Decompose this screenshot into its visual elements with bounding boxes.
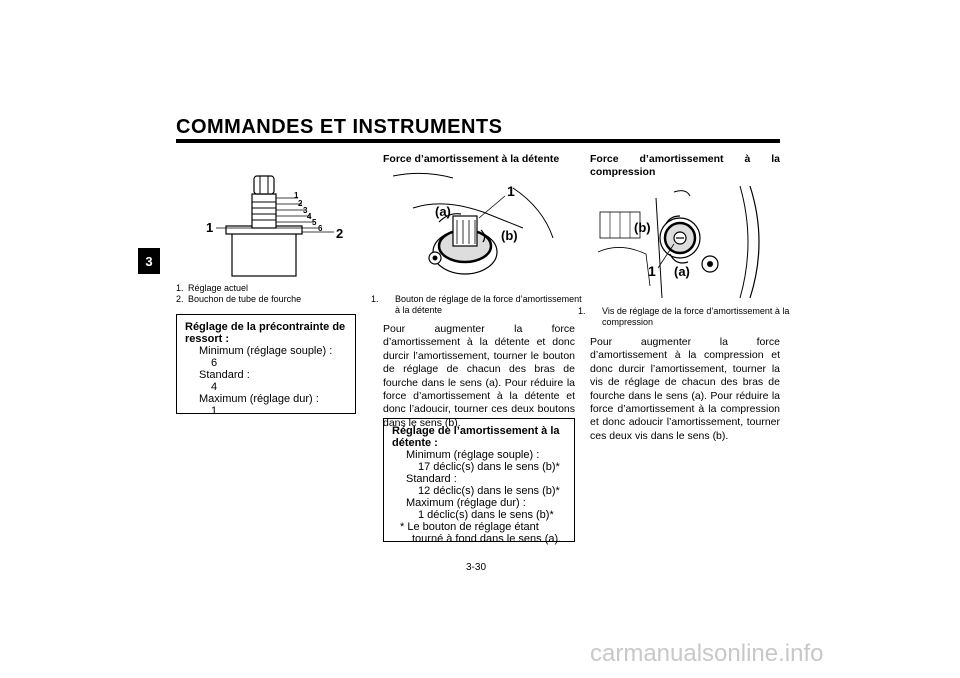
rebound-paragraph: Pour augmenter la force d’amortissement à la détente et donc durcir l’amortissement, tourner le bouton de réglage de chacun des bras de fourche dans le sens (a). Pour réduire la force d’amortissement à la détente et donc l’adoucir, tourner ces deux boutons dans le sens (b). [383, 323, 575, 429]
spec-min-value: 17 déclic(s) dans le sens (b)* [418, 461, 560, 473]
callout-1: 1 [206, 220, 214, 235]
spring-preload-spec-box [176, 314, 356, 417]
caption-item: 2. Bouchon de tube de fourche [176, 294, 302, 304]
rebound-heading: Force d’amortissement à la détente [383, 153, 560, 165]
scale-label: 5 [312, 218, 317, 227]
rebound-spec-box [383, 418, 575, 545]
direction-b-label: (b) [501, 228, 518, 243]
caption-item: 1. Réglage actuel [176, 283, 249, 293]
direction-a-label: (a) [435, 204, 451, 219]
scale-label: 1 [294, 191, 299, 200]
compression-adjuster-illustration [590, 182, 780, 300]
spec-title: Réglage de la précontrainte de ressort : [185, 321, 346, 345]
scale-label: 6 [318, 224, 323, 233]
spec-max-label: Maximum (réglage dur) : [199, 393, 319, 405]
section-tab: 3 [138, 248, 160, 274]
direction-a-label: (a) [674, 264, 690, 279]
spec-min-label: Minimum (réglage souple) : [199, 345, 333, 357]
title-rule [176, 139, 780, 143]
callout-1: 1 [507, 183, 515, 199]
watermark: carmanualsonline.info [590, 640, 824, 667]
compression-paragraph: Pour augmenter la force d’amortissement à la compression et donc durcir l’amortissement, tourner la vis de réglage de chacun des bras de fourche dans le sens (a). Pour réduire la force d’amortissement à la compression et donc adoucir l’amortissement, tourner ces deux vis dans le sens (b). [590, 336, 780, 442]
compression-caption: 1. Vis de réglage de la force d’amortissement à la compression [578, 306, 790, 327]
direction-b-label: (b) [634, 220, 651, 235]
spec-std-label: Standard : [406, 473, 457, 485]
page-number: 3-30 [466, 562, 487, 573]
spec-std-value: 4 [211, 381, 218, 393]
spec-min-label: Minimum (réglage souple) : [406, 449, 540, 461]
rebound-adjuster-illustration [383, 168, 573, 290]
callout-2: 2 [336, 226, 344, 241]
spec-title: Réglage de l’amortissement à la détente : [392, 425, 560, 449]
spec-max-value: 1 déclic(s) dans le sens (b)* [418, 509, 554, 521]
spec-std-label: Standard : [199, 369, 250, 381]
spec-std-value: 12 déclic(s) dans le sens (b)* [418, 485, 560, 497]
callout-1: 1 [648, 263, 656, 279]
spec-max-label: Maximum (réglage dur) : [406, 497, 526, 509]
spec-max-value: 1 [211, 405, 218, 417]
scale-label: 3 [303, 206, 308, 215]
left-captions [176, 283, 356, 305]
scale-label: 2 [298, 199, 303, 208]
spec-min-value: 6 [211, 357, 218, 369]
rebound-caption: 1. Bouton de réglage de la force d’amortissement à la détente [371, 294, 582, 315]
spec-note: * Le bouton de réglage étant tourné à fond dans le sens (a). [400, 521, 562, 545]
page-title: COMMANDES ET INSTRUMENTS [176, 116, 503, 138]
fork-cap-illustration [176, 160, 356, 278]
compression-heading: Force d’amortissement à la compression [590, 153, 780, 178]
scale-label: 4 [307, 212, 312, 221]
